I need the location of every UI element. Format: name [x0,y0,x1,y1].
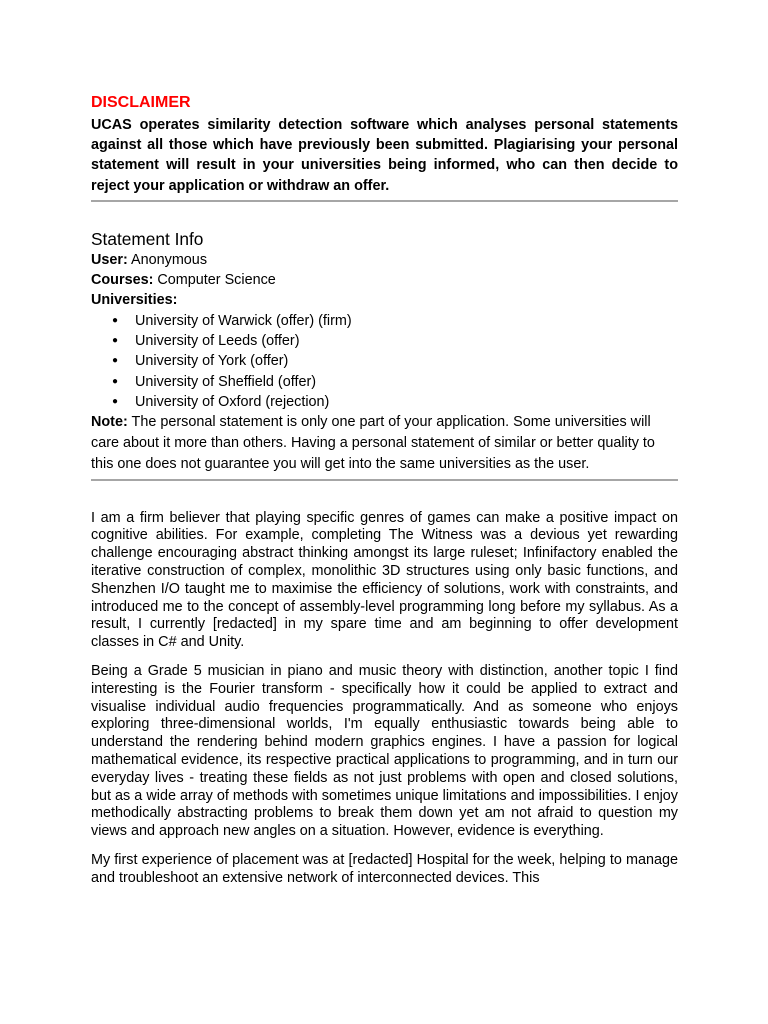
bullet-icon: ● [112,335,119,346]
document-page [91,93,678,899]
university-name: University of Leeds (offer) [135,333,300,349]
disclaimer-text: UCAS operates similarity detection software which analyses personal statements against all those which have previously been submitted. Plagiarising your personal statement will result in your universities being informed, who can then decide to reject your application or withdraw an offer. [91,117,678,194]
universities-line [91,290,678,310]
user-label: User: [91,251,128,268]
disclaimer-section [91,93,678,196]
bullet-icon: ● [112,395,119,407]
courses-value: Computer Science [157,272,276,289]
divider [91,200,678,202]
list-item [91,331,678,351]
disclaimer-title: DISCLAIMER [91,94,191,111]
note-label: Note: [91,414,128,431]
user-line [91,250,678,270]
bullet-icon: ● [112,314,119,326]
statement-paragraph: I am a firm believer that playing specific genres of games can make a positive impact on cognitive abilities. For example, completing The Witness was a devious yet rewarding challenge encouraging abstract thinking amongst its large ruleset; Infinifactory enabled the iterative construction of complex, monolithic 3D structures using only basic functions, and Shenzhen I/O taught me to maximise the efficiency of solutions, work with constraints, and introduced me to the concept of assembly-level programming long before my syllabus. As a result, I currently [redacted] in my spare time and am beginning to offer development classes in C# and Unity. [91,509,678,651]
user-value: Anonymous [131,251,208,268]
list-item [91,392,678,412]
personal-statement [91,510,678,888]
statement-info-section [91,228,678,475]
statement-paragraph: Being a Grade 5 musician in piano and music theory with distinction, another topic I find interesting is the Fourier transform - specifically how it could be applied to extract and visualise individual audio frequencies programmatically. And as someone who enjoys exploring three-dimensional worlds, I'm equally enthusiastic towards being able to understand the rendering behind modern graphics engines. I have a passion for logical mathematical evidence, its respective practical applications to programming, and in turn our everyday lives - treating these fields as not just problems with open and closed solutions, but as a wide array of methods with sometimes unique limitations and impossibilities. I enjoy methodically abstracting problems to break them down yet am not afraid to question my views and approach new angles on a situation. However, evidence is everything. [91,662,678,840]
courses-label: Courses: [91,272,154,289]
bullet-icon: ● [112,375,119,387]
courses-line [91,270,678,290]
universities-list [91,311,678,412]
list-item [91,351,678,371]
statement-paragraph: My first experience of placement was at [redacted] Hospital for the week, helping to manage and troubleshoot an extensive network of interconnected devices. This [91,851,678,886]
university-name: University of Sheffield (offer) [135,373,317,390]
list-item [91,311,678,331]
bullet-icon: ● [112,355,119,367]
university-name: University of York (offer) [135,353,289,370]
divider [91,479,678,481]
list-item [91,372,678,392]
university-name: University of Warwick (offer) (firm) [135,312,352,329]
note-text: The personal statement is only one part of your application. Some universities will care about it more than others. Having a personal statement of similar or better quality to this one does not guarantee you will get into the same universities as the user. [91,414,655,472]
note [91,412,678,474]
universities-label: Universities: [91,292,178,309]
university-name: University of Oxford (rejection) [135,393,330,410]
statement-info-title: Statement Info [91,228,204,249]
